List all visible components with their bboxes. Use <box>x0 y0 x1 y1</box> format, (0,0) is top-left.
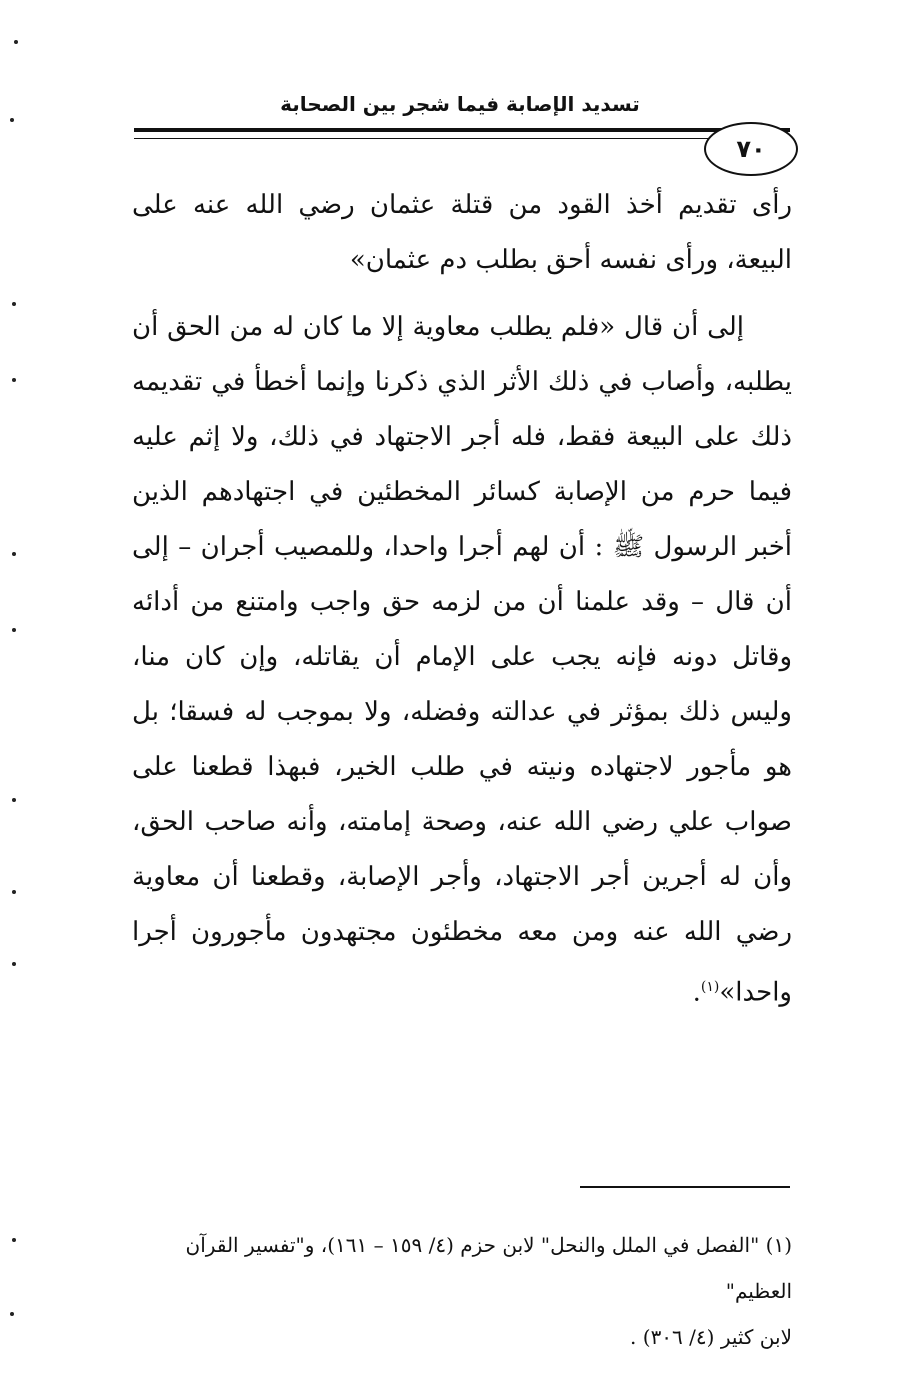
scan-dot <box>10 118 14 122</box>
footnote-line-1: (١) "الفصل في الملل والنحل" لابن حزم (٤/ ١٥٩ – ١٦١)، و"تفسير القرآن العظيم" <box>185 1233 792 1303</box>
scan-dot <box>12 552 16 556</box>
scan-dot <box>12 1238 16 1242</box>
scan-dot <box>12 962 16 966</box>
footnote-separator <box>580 1186 790 1188</box>
main-text <box>132 178 792 1021</box>
scan-dot <box>12 378 16 382</box>
footnote-line-2: لابن كثير (٤/ ٣٠٦) . <box>630 1325 792 1349</box>
header-rule-thin <box>134 138 790 139</box>
scan-dot <box>12 302 16 306</box>
running-title: تسديد الإصابة فيما شجر بين الصحابة <box>280 92 640 116</box>
paragraph-2 <box>132 300 792 1021</box>
header-rule-thick <box>134 128 790 132</box>
scan-dot <box>14 40 18 44</box>
page-number: ٧٠ <box>704 122 798 176</box>
scan-dot <box>12 798 16 802</box>
footnotes <box>132 1222 792 1360</box>
scan-dot <box>12 628 16 632</box>
scan-dot <box>10 1312 14 1316</box>
scan-dot <box>12 890 16 894</box>
footnote-ref: (١) <box>700 979 720 995</box>
closing-period: . <box>692 977 701 1008</box>
paragraph-2-text: إلى أن قال «فلم يطلب معاوية إلا ما كان له من الحق أن يطلبه، وأصاب في ذلك الأثر الذي ذكرنا وإنما أخطأ في تقديمه ذلك على البيعة فقط، فله أجر الاجتهاد في ذلك، ولا إثم عليه فيما حرم من الإصابة كسائر المخطئين في اجتهادهم الذين أخبر الرسول ﷺ : أن لهم أجرا واحدا، وللمصيب أجران – إلى أن قال – وقد علمنا أن من لزمه حق واجب وامتنع من أدائه وقاتل دونه فإنه يجب على الإمام أن يقاتله، وإن كان منا، وليس ذلك بمؤثر في عدالته وفضله، ولا بموجب له فسقا؛ بل هو مأجور لاجتهاده ونيته في طلب الخير، فبهذا قطعنا على صواب علي رضي الله عنه، وصحة إمامته، وأنه صاحب الحق، وأن له أجرين أجر الاجتهاد، وأجر الإصابة، وقطعنا أن معاوية رضي الله عنه ومن معه مخطئون مجتهدون مأجورون أجرا واحدا» <box>132 312 792 1008</box>
paragraph-1: رأى تقديم أخذ القود من قتلة عثمان رضي الله عنه على البيعة، ورأى نفسه أحق بطلب دم عثمان» <box>132 190 792 275</box>
